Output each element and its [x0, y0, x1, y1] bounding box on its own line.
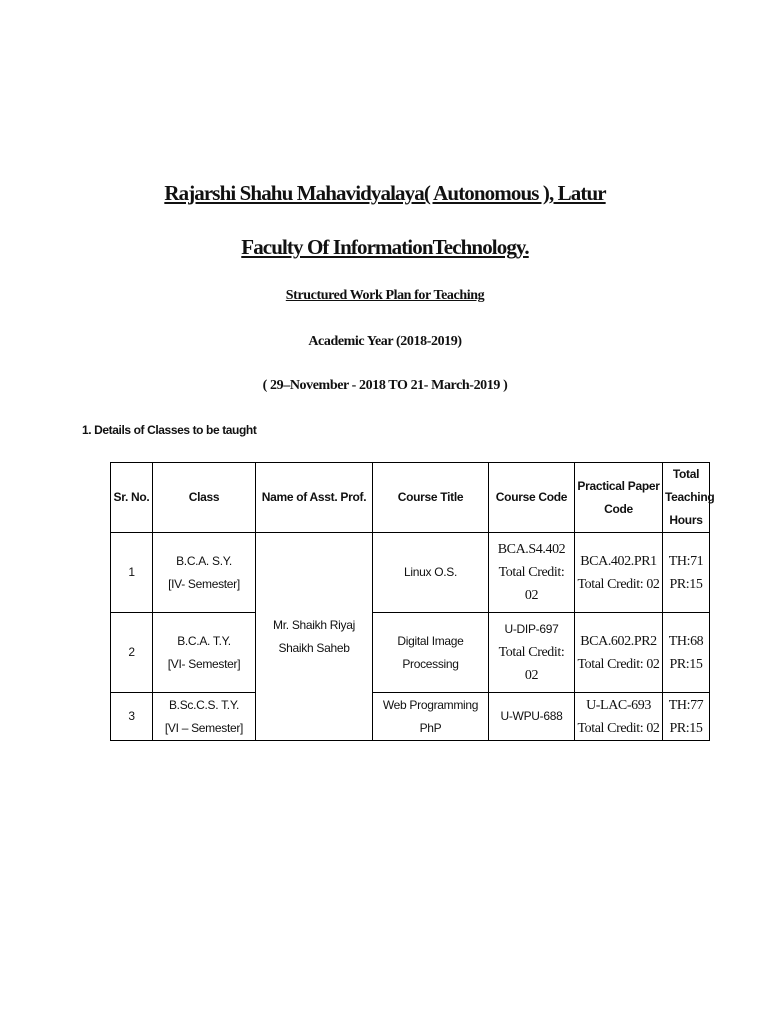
- paper-code-cell: [575, 533, 663, 613]
- course-credit: Total Credit: 02: [498, 565, 565, 603]
- hours-pr: PR:15: [669, 656, 703, 672]
- class-semester: [IV- Semester]: [168, 576, 240, 591]
- hours-th: TH:71: [668, 553, 704, 569]
- header-prof: Name of Asst. Prof.: [256, 463, 373, 533]
- class-cell: [153, 533, 256, 613]
- course-code-cell: [489, 693, 575, 741]
- section-heading: 1. Details of Classes to be taught: [82, 423, 257, 437]
- course-title-cell: Linux O.S.: [373, 533, 489, 613]
- classes-table: [110, 462, 715, 741]
- table-row: [111, 693, 710, 741]
- course-code: BCA.S4.402: [497, 542, 566, 557]
- header-total-teaching-hours: Total Teaching Hours: [663, 463, 710, 533]
- hours-th: TH:68: [668, 633, 704, 649]
- course-code: U-DIP-697: [504, 622, 559, 636]
- sr-no-cell: 2: [111, 613, 153, 693]
- class-semester: [VI- Semester]: [167, 656, 241, 671]
- hours-pr: PR:15: [669, 576, 703, 592]
- paper-code-cell: [575, 613, 663, 693]
- paper-code: U-LAC-693: [586, 697, 651, 713]
- hours-pr: PR:15: [669, 720, 703, 736]
- hours-cell: [663, 613, 710, 693]
- paper-code: BCA.602.PR2: [580, 633, 657, 649]
- class-cell: [153, 613, 256, 693]
- sr-no-cell: 1: [111, 533, 153, 613]
- course-code-cell: [489, 533, 575, 613]
- class-name: B.C.A. S.Y.: [176, 553, 232, 568]
- class-cell: [153, 693, 256, 741]
- faculty-name: Faculty Of InformationTechnology.: [241, 235, 529, 259]
- hours-cell: [663, 693, 710, 741]
- course-credit: Total Credit: 02: [498, 645, 565, 683]
- paper-code: BCA.402.PR1: [580, 553, 657, 569]
- table-header-row: [111, 463, 710, 533]
- course-title-cell: Web Programming PhP: [373, 693, 489, 741]
- paper-credit: Total Credit: 02: [577, 720, 660, 736]
- header-class: Class: [153, 463, 256, 533]
- course-code-cell: [489, 613, 575, 693]
- header-course-title: Course Title: [373, 463, 489, 533]
- course-code: U-WPU-688: [500, 709, 563, 723]
- course-title-cell: Digital Image Processing: [373, 613, 489, 693]
- college-name: Rajarshi Shahu Mahavidyalaya( Autonomous ), Latur: [164, 181, 606, 205]
- plan-title: Structured Work Plan for Teaching: [285, 288, 485, 303]
- paper-credit: Total Credit: 02: [577, 576, 660, 592]
- class-name: B.Sc.C.S. T.Y.: [168, 697, 240, 712]
- class-semester: [VI – Semester]: [164, 720, 244, 735]
- hours-cell: [663, 533, 710, 613]
- hours-th: TH:77: [668, 697, 704, 713]
- header-course-code: Course Code: [489, 463, 575, 533]
- paper-credit: Total Credit: 02: [577, 656, 660, 672]
- sr-no-cell: 3: [111, 693, 153, 741]
- paper-code-cell: [575, 693, 663, 741]
- table-row: [111, 613, 710, 693]
- table-row: [111, 533, 710, 613]
- class-name: B.C.A. T.Y.: [177, 633, 231, 648]
- academic-year: Academic Year (2018-2019): [308, 334, 462, 349]
- header-sr-no: Sr. No.: [111, 463, 153, 533]
- date-range: ( 29–November - 2018 TO 21- March-2019 ): [262, 378, 508, 393]
- header-practical-paper-code: Practical Paper Code: [575, 463, 663, 533]
- professor-cell: Mr. Shaikh Riyaj Shaikh Saheb: [256, 533, 373, 741]
